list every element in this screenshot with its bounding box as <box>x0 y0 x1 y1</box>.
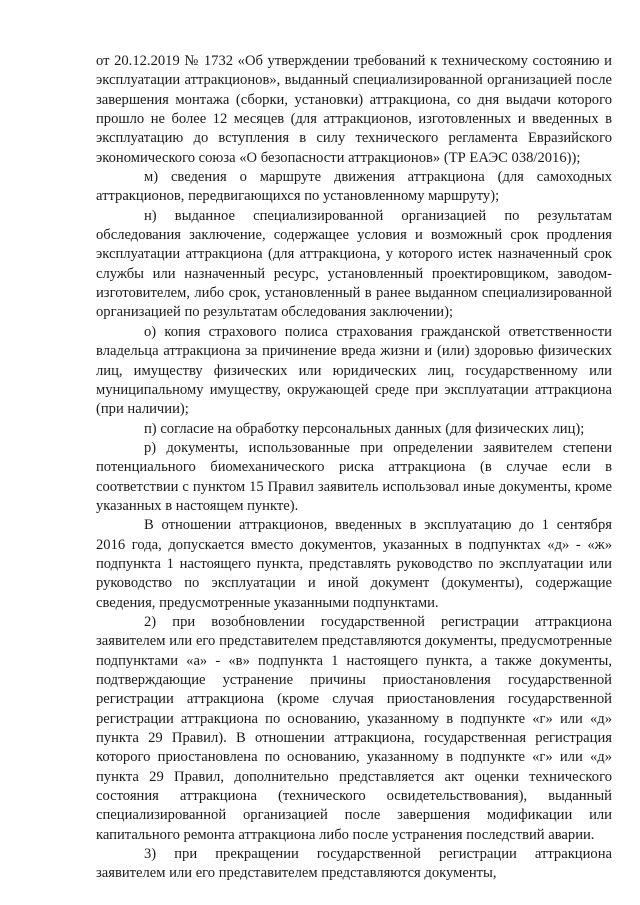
paragraph-continuation: от 20.12.2019 № 1732 «Об утверждении требований к техническому состоянию и эксплуатации аттракционов», выданный специализированной организацией после завершения монтажа (сборки, установки) аттракциона, со дня выдачи которого прошло не более 12 месяцев (для аттракционов, изготовленных и введенных в эксплуатацию до вступления в силу технического регламента Евразийского экономического союза «О безопасности аттракционов» (ТР ЕАЭС 038/2016)); <box>96 53 612 166</box>
paragraph-p: п) согласие на обработку персональных данных (для физических лиц); <box>144 420 585 437</box>
paragraph-r: р) документы, использованные при определении заявителем степени потенциального биомеханического риска аттракциона (в случае если в соответствии с пунктом 15 Правил заявитель использовал иные документы, кроме указанных в настоящем пункте). <box>96 439 612 514</box>
paragraph-item-3: 3) при прекращении государственной регистрации аттракциона заявителем или его представителем представляются документы, <box>96 846 612 882</box>
paragraph-item-2: 2) при возобновлении государственной регистрации аттракциона заявителем или его представителем представляются документы, предусмотренные подпунктами «а» - «в» подпункта 1 настоящего пункта, а также документы, подтверждающие устранение причины приостановления государственной регистрации аттракциона (кроме случая приостановления государственной регистрации аттракциона по основанию, указанному в подпункте «г» или «д» пункта 29 Правил). В отношении аттракциона, государственная регистрация которого приостановлена по основанию, указанному в подпункте «г» или «д» пункта 29 Правил, дополнительно представляется акт оценки технического состояния аттракциона (технического освидетельствования), выданный специализированной организацией после завершения модификации или капитального ремонта аттракциона либо после устранения последствий аварии. <box>96 613 612 843</box>
paragraph-m: м) сведения о маршруте движения аттракциона (для самоходных аттракционов, передвигающихся по установленному маршруту); <box>96 169 612 205</box>
paragraph-pre-2016: В отношении аттракционов, введенных в эксплуатацию до 1 сентября 2016 года, допускается вместо документов, указанных в подпунктах «д» - «ж» подпункта 1 настоящего пункта, представлять руководство по эксплуатации или руководство по эксплуатации и иной документ (документы), содержащие сведения, предусмотренные указанными подпунктами. <box>96 517 612 611</box>
paragraph-o: о) копия страхового полиса страхования гражданской ответственности владельца аттракциона за причинение вреда жизни и (или) здоровью физических лиц, имуществу физических или юридических лиц, государственному или муниципальному имуществу, окружающей среде при эксплуатации аттракциона (при наличии); <box>96 323 612 418</box>
document-body <box>96 52 612 884</box>
paragraph-n: н) выданное специализированной организацией по результатам обследования заключение, содержащее условия и возможный срок продления эксплуатации аттракциона (для аттракциона, у которого истек назначенный срок службы или назначенный ресурс, установленный проектировщиком, заводом-изготовителем, либо срок, установленный в ранее выданном специализированной организацией по результатам обследования заключении); <box>96 207 612 321</box>
